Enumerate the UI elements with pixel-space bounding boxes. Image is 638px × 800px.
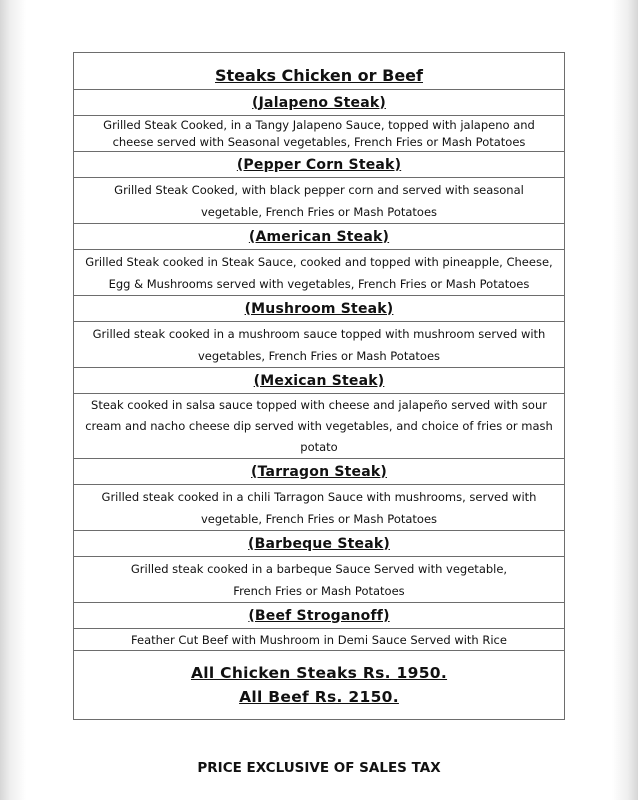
item-description-row [74, 178, 564, 224]
description-line: cheese served with Seasonal vegetables, French Fries or Mash Potatoes [112, 134, 526, 149]
description-line: Grilled steak cooked in a mushroom sauce topped with mushroom served with [92, 326, 546, 341]
item-description-row [74, 557, 564, 603]
description-line: Feather Cut Beef with Mushroom in Demi Sauce Served with Rice [131, 632, 507, 647]
beef-price: All Beef Rs. 2150. [239, 688, 399, 706]
menu-table [73, 52, 565, 720]
item-name-american-steak: (American Steak) [248, 228, 390, 245]
item-name-row [74, 459, 564, 485]
description-line: Grilled steak cooked in a barbeque Sauce Served with vegetable, [130, 561, 508, 576]
item-description-row [74, 250, 564, 296]
item-name-row [74, 224, 564, 250]
description-line: vegetable, French Fries or Mash Potatoes [200, 511, 438, 526]
item-description-row [74, 485, 564, 531]
description-line: vegetables, French Fries or Mash Potatoes [197, 348, 441, 363]
item-description-row [74, 394, 564, 459]
item-description-row [74, 629, 564, 651]
description-line: Grilled steak cooked in a chili Tarragon Sauce with mushrooms, served with [101, 489, 537, 504]
description-line: French Fries or Mash Potatoes [233, 583, 405, 598]
chicken-price: All Chicken Steaks Rs. 1950. [190, 664, 448, 682]
item-name-mexican-steak: (Mexican Steak) [253, 372, 385, 389]
item-name-row [74, 152, 564, 178]
price-row [74, 651, 564, 719]
item-description-row [74, 322, 564, 368]
item-name-pepper-corn-steak: (Pepper Corn Steak) [236, 156, 402, 173]
description-line: Grilled Steak Cooked, in a Tangy Jalapeno Sauce, topped with jalapeno and [103, 117, 535, 132]
description-line: Grilled Steak cooked in Steak Sauce, cooked and topped with pineapple, Cheese, [85, 254, 553, 269]
page-edge-left [0, 0, 26, 800]
description-line: Egg & Mushrooms served with vegetables, French Fries or Mash Potatoes [108, 276, 530, 291]
item-name-row [74, 368, 564, 394]
item-description-row [74, 116, 564, 152]
item-name-row [74, 296, 564, 322]
item-name-tarragon-steak: (Tarragon Steak) [251, 463, 387, 480]
item-name-row [74, 90, 564, 116]
item-name-jalapeno-steak: (Jalapeno Steak) [252, 94, 386, 111]
menu-title-row [74, 53, 564, 90]
page-edge-right [612, 0, 638, 800]
item-name-barbeque-steak: (Barbeque Steak) [248, 535, 390, 552]
menu-title: Steaks Chicken or Beef [215, 66, 423, 85]
description-line: potato [300, 439, 338, 454]
description-line: vegetable, French Fries or Mash Potatoes [200, 204, 438, 219]
item-name-beef-stroganoff: (Beef Stroganoff) [248, 607, 390, 624]
description-line: Grilled Steak Cooked, with black pepper corn and served with seasonal [114, 182, 524, 197]
item-name-row [74, 531, 564, 557]
item-name-row [74, 603, 564, 629]
description-line: Steak cooked in salsa sauce topped with cheese and jalapeño served with sour [91, 397, 547, 412]
item-name-mushroom-steak: (Mushroom Steak) [244, 300, 394, 317]
tax-note: PRICE EXCLUSIVE OF SALES TAX [197, 760, 441, 776]
description-line: cream and nacho cheese dip served with vegetables, and choice of fries or mash [85, 418, 553, 433]
